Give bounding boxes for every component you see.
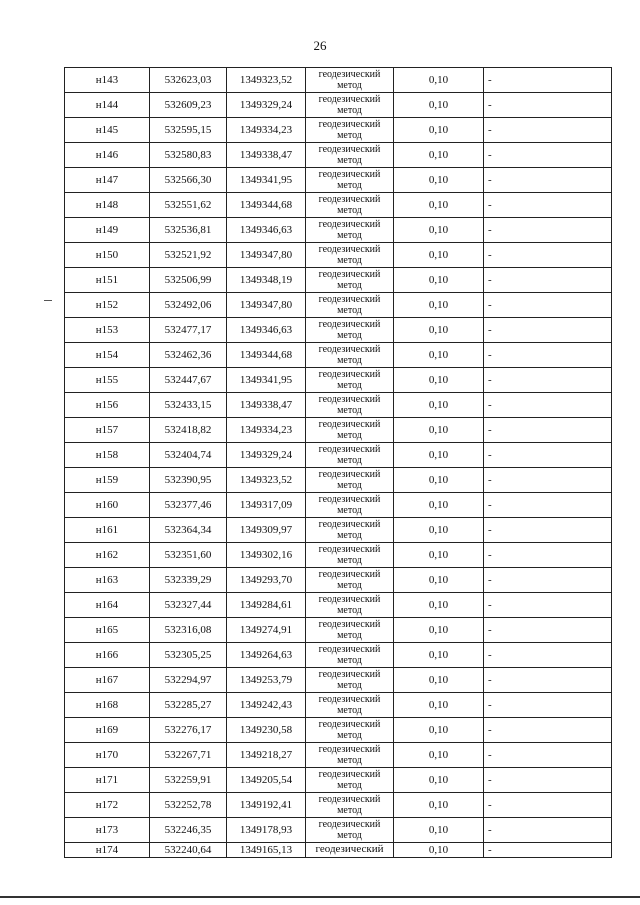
- x-coordinate-cell: 532327,44: [150, 593, 227, 618]
- method-line-1: геодезический: [318, 419, 381, 430]
- method-cell: [306, 543, 394, 568]
- accuracy-cell: 0,10: [394, 443, 484, 468]
- note-cell: -: [484, 768, 612, 793]
- y-coordinate-cell: 1349334,23: [227, 118, 306, 143]
- accuracy-cell: 0,10: [394, 818, 484, 843]
- note-cell: -: [484, 593, 612, 618]
- point-id-cell: н146: [65, 143, 150, 168]
- method-line-1: геодезический: [318, 394, 381, 405]
- point-id-cell: н166: [65, 643, 150, 668]
- point-id-cell: н161: [65, 518, 150, 543]
- x-coordinate-cell: 532404,74: [150, 443, 227, 468]
- x-coordinate-cell: 532351,60: [150, 543, 227, 568]
- y-coordinate-cell: 1349317,09: [227, 493, 306, 518]
- method-line-1: геодезический: [318, 219, 381, 230]
- table-row: [65, 418, 612, 443]
- y-coordinate-cell: 1349218,27: [227, 743, 306, 768]
- note-cell: -: [484, 668, 612, 693]
- method-line-2: метод: [337, 580, 362, 591]
- method-cell: [306, 243, 394, 268]
- method-line-1: геодезический: [318, 169, 381, 180]
- note-cell: -: [484, 443, 612, 468]
- accuracy-cell: 0,10: [394, 793, 484, 818]
- table-row: [65, 93, 612, 118]
- method-cell: [306, 68, 394, 93]
- accuracy-cell: 0,10: [394, 643, 484, 668]
- point-id-cell: н152: [65, 293, 150, 318]
- accuracy-cell: 0,10: [394, 193, 484, 218]
- accuracy-cell: 0,10: [394, 143, 484, 168]
- x-coordinate-cell: 532595,15: [150, 118, 227, 143]
- accuracy-cell: 0,10: [394, 418, 484, 443]
- y-coordinate-cell: 1349293,70: [227, 568, 306, 593]
- x-coordinate-cell: 532447,67: [150, 368, 227, 393]
- point-id-cell: н168: [65, 693, 150, 718]
- y-coordinate-cell: 1349178,93: [227, 818, 306, 843]
- method-cell: [306, 768, 394, 793]
- method-line-2: метод: [337, 530, 362, 541]
- margin-mark: [44, 300, 52, 301]
- accuracy-cell: 0,10: [394, 543, 484, 568]
- note-cell: -: [484, 643, 612, 668]
- accuracy-cell: 0,10: [394, 768, 484, 793]
- note-cell: -: [484, 743, 612, 768]
- method-line-2: метод: [337, 105, 362, 116]
- method-line-2: метод: [337, 205, 362, 216]
- x-coordinate-cell: 532390,95: [150, 468, 227, 493]
- accuracy-cell: 0,10: [394, 68, 484, 93]
- point-id-cell: н150: [65, 243, 150, 268]
- note-cell: -: [484, 268, 612, 293]
- method-line-1: геодезический: [318, 669, 381, 680]
- coordinates-table-body: [65, 68, 612, 858]
- accuracy-cell: 0,10: [394, 243, 484, 268]
- point-id-cell: н162: [65, 543, 150, 568]
- point-id-cell: н145: [65, 118, 150, 143]
- accuracy-cell: 0,10: [394, 493, 484, 518]
- method-line-1: геодезический: [318, 544, 381, 555]
- y-coordinate-cell: 1349346,63: [227, 318, 306, 343]
- method-cell: [306, 143, 394, 168]
- accuracy-cell: 0,10: [394, 293, 484, 318]
- note-cell: -: [484, 393, 612, 418]
- method-cell: [306, 568, 394, 593]
- note-cell: -: [484, 818, 612, 843]
- table-row: [65, 168, 612, 193]
- method-cell: [306, 118, 394, 143]
- table-row: [65, 468, 612, 493]
- point-id-cell: н164: [65, 593, 150, 618]
- method-line-2: метод: [337, 680, 362, 691]
- x-coordinate-cell: 532609,23: [150, 93, 227, 118]
- table-row: [65, 118, 612, 143]
- point-id-cell: н143: [65, 68, 150, 93]
- method-cell: [306, 643, 394, 668]
- method-cell: [306, 93, 394, 118]
- accuracy-cell: 0,10: [394, 518, 484, 543]
- method-line-1: геодезический: [318, 744, 381, 755]
- x-coordinate-cell: 532580,83: [150, 143, 227, 168]
- method-cell: [306, 418, 394, 443]
- x-coordinate-cell: 532246,35: [150, 818, 227, 843]
- accuracy-cell: 0,10: [394, 218, 484, 243]
- method-cell: [306, 718, 394, 743]
- method-cell: [306, 493, 394, 518]
- point-id-cell: н153: [65, 318, 150, 343]
- point-id-cell: н144: [65, 93, 150, 118]
- method-line-2: метод: [337, 380, 362, 391]
- table-row: [65, 368, 612, 393]
- method-line-1: геодезический: [318, 244, 381, 255]
- x-coordinate-cell: 532506,99: [150, 268, 227, 293]
- method-line-1: геодезический: [318, 494, 381, 505]
- note-cell: -: [484, 568, 612, 593]
- x-coordinate-cell: 532418,82: [150, 418, 227, 443]
- table-row: [65, 818, 612, 843]
- method-line-2: метод: [337, 605, 362, 616]
- method-line-2: метод: [337, 230, 362, 241]
- note-cell: -: [484, 243, 612, 268]
- method-cell: [306, 468, 394, 493]
- x-coordinate-cell: 532252,78: [150, 793, 227, 818]
- y-coordinate-cell: 1349338,47: [227, 393, 306, 418]
- point-id-cell: н169: [65, 718, 150, 743]
- accuracy-cell: 0,10: [394, 118, 484, 143]
- method-cell: [306, 443, 394, 468]
- y-coordinate-cell: 1349323,52: [227, 68, 306, 93]
- note-cell: -: [484, 693, 612, 718]
- method-line-2: метод: [337, 430, 362, 441]
- y-coordinate-cell: 1349344,68: [227, 193, 306, 218]
- method-line-1: геодезический: [318, 569, 381, 580]
- point-id-cell: н148: [65, 193, 150, 218]
- point-id-cell: н155: [65, 368, 150, 393]
- method-line-2: метод: [337, 630, 362, 641]
- y-coordinate-cell: 1349242,43: [227, 693, 306, 718]
- method-line-1: геодезический: [318, 719, 381, 730]
- accuracy-cell: 0,10: [394, 268, 484, 293]
- x-coordinate-cell: 532276,17: [150, 718, 227, 743]
- table-row: [65, 443, 612, 468]
- point-id-cell: н163: [65, 568, 150, 593]
- note-cell: -: [484, 543, 612, 568]
- note-cell: -: [484, 143, 612, 168]
- point-id-cell: н157: [65, 418, 150, 443]
- method-cell: [306, 593, 394, 618]
- x-coordinate-cell: 532477,17: [150, 318, 227, 343]
- accuracy-cell: 0,10: [394, 343, 484, 368]
- y-coordinate-cell: 1349329,24: [227, 93, 306, 118]
- method-line-1: геодезический: [318, 469, 381, 480]
- method-line-2: метод: [337, 180, 362, 191]
- method-cell: [306, 818, 394, 843]
- y-coordinate-cell: 1349264,63: [227, 643, 306, 668]
- method-cell: [306, 618, 394, 643]
- note-cell: -: [484, 293, 612, 318]
- accuracy-cell: 0,10: [394, 318, 484, 343]
- method-line-1: геодезический: [318, 94, 381, 105]
- accuracy-cell: 0,10: [394, 843, 484, 858]
- method-line-2: метод: [337, 755, 362, 766]
- table-row: [65, 543, 612, 568]
- method-line-1: геодезический: [315, 843, 384, 855]
- method-line-2: метод: [337, 555, 362, 566]
- method-cell: [306, 218, 394, 243]
- method-line-2: метод: [337, 280, 362, 291]
- method-line-1: геодезический: [318, 194, 381, 205]
- y-coordinate-cell: 1349284,61: [227, 593, 306, 618]
- method-cell: [306, 743, 394, 768]
- x-coordinate-cell: 532364,34: [150, 518, 227, 543]
- table-row: [65, 293, 612, 318]
- point-id-cell: н173: [65, 818, 150, 843]
- y-coordinate-cell: 1349347,80: [227, 243, 306, 268]
- method-line-2: метод: [337, 405, 362, 416]
- method-line-1: геодезический: [318, 619, 381, 630]
- note-cell: -: [484, 193, 612, 218]
- method-line-1: геодезический: [318, 444, 381, 455]
- method-line-1: геодезический: [318, 144, 381, 155]
- accuracy-cell: 0,10: [394, 393, 484, 418]
- method-line-2: метод: [337, 505, 362, 516]
- note-cell: -: [484, 618, 612, 643]
- note-cell: -: [484, 68, 612, 93]
- method-line-2: метод: [337, 655, 362, 666]
- point-id-cell: н167: [65, 668, 150, 693]
- accuracy-cell: 0,10: [394, 468, 484, 493]
- accuracy-cell: 0,10: [394, 618, 484, 643]
- accuracy-cell: 0,10: [394, 168, 484, 193]
- y-coordinate-cell: 1349334,23: [227, 418, 306, 443]
- note-cell: -: [484, 168, 612, 193]
- table-row: [65, 843, 612, 858]
- y-coordinate-cell: 1349347,80: [227, 293, 306, 318]
- point-id-cell: н160: [65, 493, 150, 518]
- table-row: [65, 743, 612, 768]
- method-cell: [306, 368, 394, 393]
- accuracy-cell: 0,10: [394, 593, 484, 618]
- method-line-2: метод: [337, 80, 362, 91]
- method-line-1: геодезический: [318, 794, 381, 805]
- table-row: [65, 193, 612, 218]
- table-row: [65, 318, 612, 343]
- table-row: [65, 143, 612, 168]
- note-cell: -: [484, 793, 612, 818]
- method-cell: [306, 168, 394, 193]
- table-row: [65, 768, 612, 793]
- x-coordinate-cell: 532294,97: [150, 668, 227, 693]
- point-id-cell: н170: [65, 743, 150, 768]
- method-line-1: геодезический: [318, 69, 381, 80]
- method-line-2: метод: [337, 780, 362, 791]
- x-coordinate-cell: 532536,81: [150, 218, 227, 243]
- note-cell: -: [484, 843, 612, 858]
- method-line-2: метод: [337, 155, 362, 166]
- x-coordinate-cell: 532623,03: [150, 68, 227, 93]
- table-row: [65, 693, 612, 718]
- method-cell: [306, 293, 394, 318]
- x-coordinate-cell: 532521,92: [150, 243, 227, 268]
- note-cell: -: [484, 93, 612, 118]
- method-line-2: метод: [337, 805, 362, 816]
- method-line-1: геодезический: [318, 119, 381, 130]
- y-coordinate-cell: 1349192,41: [227, 793, 306, 818]
- method-line-2: метод: [337, 480, 362, 491]
- y-coordinate-cell: 1349205,54: [227, 768, 306, 793]
- method-line-1: геодезический: [318, 769, 381, 780]
- accuracy-cell: 0,10: [394, 668, 484, 693]
- y-coordinate-cell: 1349274,91: [227, 618, 306, 643]
- table-row: [65, 518, 612, 543]
- point-id-cell: н172: [65, 793, 150, 818]
- table-row: [65, 343, 612, 368]
- method-cell: [306, 193, 394, 218]
- method-cell: [306, 518, 394, 543]
- table-row: [65, 718, 612, 743]
- method-line-1: геодезический: [318, 819, 381, 830]
- point-id-cell: н147: [65, 168, 150, 193]
- accuracy-cell: 0,10: [394, 93, 484, 118]
- x-coordinate-cell: 532285,27: [150, 693, 227, 718]
- x-coordinate-cell: 532566,30: [150, 168, 227, 193]
- table-row: [65, 493, 612, 518]
- y-coordinate-cell: 1349341,95: [227, 168, 306, 193]
- y-coordinate-cell: 1349230,58: [227, 718, 306, 743]
- y-coordinate-cell: 1349309,97: [227, 518, 306, 543]
- table-row: [65, 593, 612, 618]
- method-cell: [306, 343, 394, 368]
- x-coordinate-cell: 532551,62: [150, 193, 227, 218]
- table-row: [65, 793, 612, 818]
- page-bottom-edge: [0, 896, 640, 898]
- method-line-2: метод: [337, 305, 362, 316]
- y-coordinate-cell: 1349253,79: [227, 668, 306, 693]
- method-cell: [306, 793, 394, 818]
- note-cell: -: [484, 493, 612, 518]
- table-row: [65, 243, 612, 268]
- y-coordinate-cell: 1349346,63: [227, 218, 306, 243]
- point-id-cell: н151: [65, 268, 150, 293]
- method-line-2: метод: [337, 830, 362, 841]
- point-id-cell: н154: [65, 343, 150, 368]
- point-id-cell: н171: [65, 768, 150, 793]
- method-line-1: геодезический: [318, 694, 381, 705]
- method-line-2: метод: [337, 130, 362, 141]
- table-row: [65, 618, 612, 643]
- method-cell: [306, 393, 394, 418]
- method-line-1: геодезический: [318, 594, 381, 605]
- x-coordinate-cell: 532462,36: [150, 343, 227, 368]
- page-number: 26: [313, 38, 327, 53]
- y-coordinate-cell: 1349344,68: [227, 343, 306, 368]
- x-coordinate-cell: 532377,46: [150, 493, 227, 518]
- point-id-cell: н159: [65, 468, 150, 493]
- y-coordinate-cell: 1349338,47: [227, 143, 306, 168]
- point-id-cell: н174: [65, 843, 150, 858]
- method-cell: [306, 268, 394, 293]
- method-cell: [306, 318, 394, 343]
- method-line-1: геодезический: [318, 294, 381, 305]
- accuracy-cell: 0,10: [394, 743, 484, 768]
- table-row: [65, 643, 612, 668]
- note-cell: -: [484, 468, 612, 493]
- note-cell: -: [484, 318, 612, 343]
- table-row: [65, 268, 612, 293]
- method-line-1: геодезический: [318, 644, 381, 655]
- method-cell: [306, 693, 394, 718]
- method-cell: [306, 843, 394, 858]
- x-coordinate-cell: 532305,25: [150, 643, 227, 668]
- y-coordinate-cell: 1349302,16: [227, 543, 306, 568]
- accuracy-cell: 0,10: [394, 368, 484, 393]
- method-cell: [306, 668, 394, 693]
- y-coordinate-cell: 1349165,13: [227, 843, 306, 858]
- table-row: [65, 68, 612, 93]
- accuracy-cell: 0,10: [394, 718, 484, 743]
- x-coordinate-cell: 532339,29: [150, 568, 227, 593]
- note-cell: -: [484, 368, 612, 393]
- note-cell: -: [484, 718, 612, 743]
- method-line-2: метод: [337, 255, 362, 266]
- y-coordinate-cell: 1349329,24: [227, 443, 306, 468]
- method-line-2: метод: [337, 330, 362, 341]
- note-cell: -: [484, 418, 612, 443]
- table-row: [65, 393, 612, 418]
- note-cell: -: [484, 343, 612, 368]
- coordinates-table: [64, 67, 612, 858]
- x-coordinate-cell: 532259,91: [150, 768, 227, 793]
- point-id-cell: н158: [65, 443, 150, 468]
- note-cell: -: [484, 218, 612, 243]
- accuracy-cell: 0,10: [394, 693, 484, 718]
- method-line-1: геодезический: [318, 519, 381, 530]
- x-coordinate-cell: 532267,71: [150, 743, 227, 768]
- method-line-1: геодезический: [318, 269, 381, 280]
- table-row: [65, 568, 612, 593]
- x-coordinate-cell: 532240,64: [150, 843, 227, 858]
- method-line-2: метод: [337, 455, 362, 466]
- method-line-1: геодезический: [318, 319, 381, 330]
- x-coordinate-cell: 532492,06: [150, 293, 227, 318]
- method-line-1: геодезический: [318, 369, 381, 380]
- x-coordinate-cell: 532433,15: [150, 393, 227, 418]
- y-coordinate-cell: 1349348,19: [227, 268, 306, 293]
- y-coordinate-cell: 1349341,95: [227, 368, 306, 393]
- note-cell: -: [484, 518, 612, 543]
- method-line-2: метод: [337, 730, 362, 741]
- method-line-2: метод: [337, 355, 362, 366]
- table-row: [65, 218, 612, 243]
- point-id-cell: н156: [65, 393, 150, 418]
- point-id-cell: н165: [65, 618, 150, 643]
- x-coordinate-cell: 532316,08: [150, 618, 227, 643]
- table-row: [65, 668, 612, 693]
- y-coordinate-cell: 1349323,52: [227, 468, 306, 493]
- method-line-1: геодезический: [318, 344, 381, 355]
- method-line-2: метод: [337, 705, 362, 716]
- note-cell: -: [484, 118, 612, 143]
- point-id-cell: н149: [65, 218, 150, 243]
- accuracy-cell: 0,10: [394, 568, 484, 593]
